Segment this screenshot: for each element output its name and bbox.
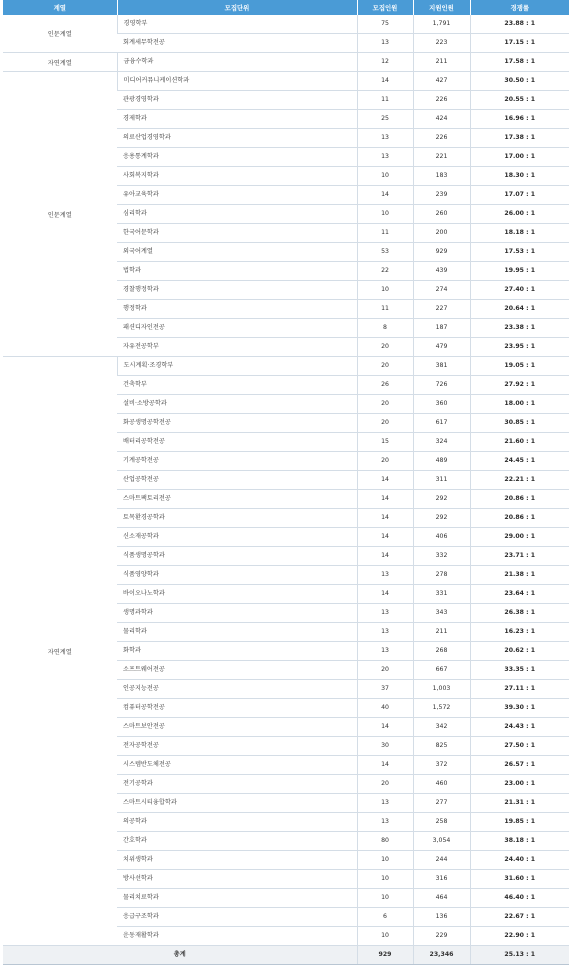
rate-cell: 17.53 : 1 bbox=[470, 243, 569, 262]
quota-cell: 10 bbox=[357, 281, 413, 300]
applicants-cell: 1,791 bbox=[413, 15, 470, 34]
rate-cell: 23.38 : 1 bbox=[470, 319, 569, 338]
applicants-cell: 667 bbox=[413, 661, 470, 680]
unit-cell: 전기공학과 bbox=[117, 775, 357, 794]
quota-cell: 13 bbox=[357, 794, 413, 813]
applicants-cell: 211 bbox=[413, 623, 470, 642]
quota-cell: 13 bbox=[357, 34, 413, 53]
unit-cell: 방사선학과 bbox=[117, 870, 357, 889]
unit-cell: 신소재공학과 bbox=[117, 528, 357, 547]
applicants-cell: 268 bbox=[413, 642, 470, 661]
unit-cell: 치위생학과 bbox=[117, 851, 357, 870]
unit-cell: 행정학과 bbox=[117, 300, 357, 319]
quota-cell: 37 bbox=[357, 680, 413, 699]
quota-cell: 40 bbox=[357, 699, 413, 718]
total-applicants: 23,346 bbox=[413, 946, 470, 965]
quota-cell: 14 bbox=[357, 186, 413, 205]
header-rate: 경쟁률 bbox=[470, 0, 569, 15]
unit-cell: 스마트팩토리전공 bbox=[117, 490, 357, 509]
applicants-cell: 229 bbox=[413, 927, 470, 946]
rate-cell: 38.18 : 1 bbox=[470, 832, 569, 851]
unit-cell: 간호학과 bbox=[117, 832, 357, 851]
applicants-cell: 244 bbox=[413, 851, 470, 870]
quota-cell: 15 bbox=[357, 433, 413, 452]
rate-cell: 27.92 : 1 bbox=[470, 376, 569, 395]
applicants-cell: 427 bbox=[413, 72, 470, 91]
unit-cell: 의료산업경영학과 bbox=[117, 129, 357, 148]
quota-cell: 14 bbox=[357, 528, 413, 547]
rate-cell: 31.60 : 1 bbox=[470, 870, 569, 889]
quota-cell: 11 bbox=[357, 300, 413, 319]
unit-cell: 설비·소방공학과 bbox=[117, 395, 357, 414]
rate-cell: 23.71 : 1 bbox=[470, 547, 569, 566]
quota-cell: 14 bbox=[357, 72, 413, 91]
rate-cell: 33.35 : 1 bbox=[470, 661, 569, 680]
rate-cell: 16.96 : 1 bbox=[470, 110, 569, 129]
header-quota: 모집인원 bbox=[357, 0, 413, 15]
applicants-cell: 1,572 bbox=[413, 699, 470, 718]
applicants-cell: 381 bbox=[413, 357, 470, 376]
rate-cell: 18.30 : 1 bbox=[470, 167, 569, 186]
total-quota: 929 bbox=[357, 946, 413, 965]
quota-cell: 20 bbox=[357, 357, 413, 376]
rate-cell: 26.57 : 1 bbox=[470, 756, 569, 775]
unit-cell: 회계세무학전공 bbox=[117, 34, 357, 53]
rate-cell: 22.90 : 1 bbox=[470, 927, 569, 946]
applicants-cell: 274 bbox=[413, 281, 470, 300]
quota-cell: 10 bbox=[357, 167, 413, 186]
unit-cell: 인공지능전공 bbox=[117, 680, 357, 699]
unit-cell: 경제학과 bbox=[117, 110, 357, 129]
quota-cell: 14 bbox=[357, 718, 413, 737]
header-applicants: 지원인원 bbox=[413, 0, 470, 15]
applicants-cell: 617 bbox=[413, 414, 470, 433]
quota-cell: 14 bbox=[357, 509, 413, 528]
quota-cell: 13 bbox=[357, 129, 413, 148]
unit-cell: 자유전공학부 bbox=[117, 338, 357, 357]
rate-cell: 27.40 : 1 bbox=[470, 281, 569, 300]
track-cell: 인문계열 bbox=[3, 72, 117, 357]
unit-cell: 관광경영학과 bbox=[117, 91, 357, 110]
table-body bbox=[3, 15, 569, 965]
rate-cell: 19.95 : 1 bbox=[470, 262, 569, 281]
unit-cell: 패션디자인전공 bbox=[117, 319, 357, 338]
applicants-cell: 489 bbox=[413, 452, 470, 471]
unit-cell: 금융수학과 bbox=[117, 53, 357, 72]
unit-cell: 법학과 bbox=[117, 262, 357, 281]
unit-cell: 경영학부 bbox=[117, 15, 357, 34]
quota-cell: 10 bbox=[357, 851, 413, 870]
rate-cell: 20.86 : 1 bbox=[470, 509, 569, 528]
competition-rate-table bbox=[3, 0, 569, 965]
rate-cell: 22.21 : 1 bbox=[470, 471, 569, 490]
rate-cell: 23.64 : 1 bbox=[470, 585, 569, 604]
table-row bbox=[3, 15, 569, 34]
quota-cell: 30 bbox=[357, 737, 413, 756]
applicants-cell: 226 bbox=[413, 91, 470, 110]
quota-cell: 10 bbox=[357, 205, 413, 224]
rate-cell: 23.95 : 1 bbox=[470, 338, 569, 357]
applicants-cell: 200 bbox=[413, 224, 470, 243]
applicants-cell: 221 bbox=[413, 148, 470, 167]
rate-cell: 39.30 : 1 bbox=[470, 699, 569, 718]
applicants-cell: 324 bbox=[413, 433, 470, 452]
applicants-cell: 929 bbox=[413, 243, 470, 262]
track-cell: 자연계열 bbox=[3, 357, 117, 946]
rate-cell: 26.00 : 1 bbox=[470, 205, 569, 224]
quota-cell: 20 bbox=[357, 661, 413, 680]
table-row bbox=[3, 72, 569, 91]
quota-cell: 14 bbox=[357, 585, 413, 604]
track-cell: 인문계열 bbox=[3, 15, 117, 53]
rate-cell: 20.55 : 1 bbox=[470, 91, 569, 110]
unit-cell: 외국어계열 bbox=[117, 243, 357, 262]
rate-cell: 30.85 : 1 bbox=[470, 414, 569, 433]
table-row bbox=[3, 357, 569, 376]
quota-cell: 14 bbox=[357, 490, 413, 509]
unit-cell: 화학과 bbox=[117, 642, 357, 661]
rate-cell: 17.07 : 1 bbox=[470, 186, 569, 205]
quota-cell: 25 bbox=[357, 110, 413, 129]
applicants-cell: 292 bbox=[413, 509, 470, 528]
unit-cell: 생명과학과 bbox=[117, 604, 357, 623]
applicants-cell: 239 bbox=[413, 186, 470, 205]
applicants-cell: 311 bbox=[413, 471, 470, 490]
unit-cell: 시스템반도체전공 bbox=[117, 756, 357, 775]
rate-cell: 20.64 : 1 bbox=[470, 300, 569, 319]
quota-cell: 14 bbox=[357, 756, 413, 775]
quota-cell: 80 bbox=[357, 832, 413, 851]
table-row bbox=[3, 53, 569, 72]
track-cell: 자연계열 bbox=[3, 53, 117, 72]
applicants-cell: 424 bbox=[413, 110, 470, 129]
unit-cell: 전자공학전공 bbox=[117, 737, 357, 756]
rate-cell: 46.40 : 1 bbox=[470, 889, 569, 908]
quota-cell: 13 bbox=[357, 148, 413, 167]
unit-cell: 도시계획·조경학부 bbox=[117, 357, 357, 376]
unit-cell: 한국어문학과 bbox=[117, 224, 357, 243]
applicants-cell: 332 bbox=[413, 547, 470, 566]
applicants-cell: 406 bbox=[413, 528, 470, 547]
quota-cell: 20 bbox=[357, 395, 413, 414]
applicants-cell: 343 bbox=[413, 604, 470, 623]
rate-cell: 21.60 : 1 bbox=[470, 433, 569, 452]
rate-cell: 24.43 : 1 bbox=[470, 718, 569, 737]
unit-cell: 경찰행정학과 bbox=[117, 281, 357, 300]
unit-cell: 응용통계학과 bbox=[117, 148, 357, 167]
unit-cell: 심리학과 bbox=[117, 205, 357, 224]
quota-cell: 13 bbox=[357, 604, 413, 623]
unit-cell: 화공생명공학전공 bbox=[117, 414, 357, 433]
rate-cell: 17.15 : 1 bbox=[470, 34, 569, 53]
rate-cell: 17.38 : 1 bbox=[470, 129, 569, 148]
rate-cell: 24.45 : 1 bbox=[470, 452, 569, 471]
unit-cell: 운동재활학과 bbox=[117, 927, 357, 946]
unit-cell: 스마트보안전공 bbox=[117, 718, 357, 737]
rate-cell: 18.00 : 1 bbox=[470, 395, 569, 414]
rate-cell: 17.58 : 1 bbox=[470, 53, 569, 72]
unit-cell: 토목환경공학과 bbox=[117, 509, 357, 528]
applicants-cell: 342 bbox=[413, 718, 470, 737]
applicants-cell: 1,003 bbox=[413, 680, 470, 699]
quota-cell: 13 bbox=[357, 566, 413, 585]
quota-cell: 13 bbox=[357, 642, 413, 661]
rate-cell: 27.50 : 1 bbox=[470, 737, 569, 756]
rate-cell: 23.88 : 1 bbox=[470, 15, 569, 34]
applicants-cell: 226 bbox=[413, 129, 470, 148]
unit-cell: 소프트웨어전공 bbox=[117, 661, 357, 680]
unit-cell: 의공학과 bbox=[117, 813, 357, 832]
quota-cell: 12 bbox=[357, 53, 413, 72]
quota-cell: 14 bbox=[357, 547, 413, 566]
header-unit: 모집단위 bbox=[117, 0, 357, 15]
applicants-cell: 825 bbox=[413, 737, 470, 756]
applicants-cell: 479 bbox=[413, 338, 470, 357]
applicants-cell: 277 bbox=[413, 794, 470, 813]
quota-cell: 10 bbox=[357, 927, 413, 946]
rate-cell: 19.05 : 1 bbox=[470, 357, 569, 376]
table-header-row bbox=[3, 0, 569, 15]
applicants-cell: 726 bbox=[413, 376, 470, 395]
total-row bbox=[3, 946, 569, 965]
applicants-cell: 460 bbox=[413, 775, 470, 794]
applicants-cell: 211 bbox=[413, 53, 470, 72]
unit-cell: 물리치료학과 bbox=[117, 889, 357, 908]
quota-cell: 11 bbox=[357, 224, 413, 243]
quota-cell: 75 bbox=[357, 15, 413, 34]
rate-cell: 26.38 : 1 bbox=[470, 604, 569, 623]
unit-cell: 사회복지학과 bbox=[117, 167, 357, 186]
quota-cell: 11 bbox=[357, 91, 413, 110]
unit-cell: 식품생명공학과 bbox=[117, 547, 357, 566]
rate-cell: 24.40 : 1 bbox=[470, 851, 569, 870]
rate-cell: 29.00 : 1 bbox=[470, 528, 569, 547]
quota-cell: 53 bbox=[357, 243, 413, 262]
applicants-cell: 227 bbox=[413, 300, 470, 319]
applicants-cell: 316 bbox=[413, 870, 470, 889]
quota-cell: 20 bbox=[357, 452, 413, 471]
quota-cell: 20 bbox=[357, 414, 413, 433]
rate-cell: 20.62 : 1 bbox=[470, 642, 569, 661]
unit-cell: 건축학부 bbox=[117, 376, 357, 395]
unit-cell: 바이오나노학과 bbox=[117, 585, 357, 604]
applicants-cell: 260 bbox=[413, 205, 470, 224]
rate-cell: 16.23 : 1 bbox=[470, 623, 569, 642]
quota-cell: 20 bbox=[357, 338, 413, 357]
applicants-cell: 464 bbox=[413, 889, 470, 908]
header-track: 계열 bbox=[3, 0, 117, 15]
quota-cell: 20 bbox=[357, 775, 413, 794]
applicants-cell: 3,054 bbox=[413, 832, 470, 851]
unit-cell: 미디어커뮤니케이션학과 bbox=[117, 72, 357, 91]
unit-cell: 스마트시티융합학과 bbox=[117, 794, 357, 813]
unit-cell: 물리학과 bbox=[117, 623, 357, 642]
applicants-cell: 439 bbox=[413, 262, 470, 281]
applicants-cell: 331 bbox=[413, 585, 470, 604]
rate-cell: 17.00 : 1 bbox=[470, 148, 569, 167]
applicants-cell: 183 bbox=[413, 167, 470, 186]
rate-cell: 19.85 : 1 bbox=[470, 813, 569, 832]
quota-cell: 13 bbox=[357, 813, 413, 832]
applicants-cell: 187 bbox=[413, 319, 470, 338]
unit-cell: 응급구조학과 bbox=[117, 908, 357, 927]
applicants-cell: 258 bbox=[413, 813, 470, 832]
quota-cell: 22 bbox=[357, 262, 413, 281]
total-label: 총계 bbox=[3, 946, 357, 965]
quota-cell: 14 bbox=[357, 471, 413, 490]
unit-cell: 식품영양학과 bbox=[117, 566, 357, 585]
applicants-cell: 278 bbox=[413, 566, 470, 585]
rate-cell: 22.67 : 1 bbox=[470, 908, 569, 927]
unit-cell: 배터리공학전공 bbox=[117, 433, 357, 452]
rate-cell: 21.38 : 1 bbox=[470, 566, 569, 585]
quota-cell: 10 bbox=[357, 889, 413, 908]
rate-cell: 30.50 : 1 bbox=[470, 72, 569, 91]
quota-cell: 6 bbox=[357, 908, 413, 927]
quota-cell: 26 bbox=[357, 376, 413, 395]
applicants-cell: 136 bbox=[413, 908, 470, 927]
unit-cell: 기계공학전공 bbox=[117, 452, 357, 471]
rate-cell: 18.18 : 1 bbox=[470, 224, 569, 243]
quota-cell: 10 bbox=[357, 870, 413, 889]
rate-cell: 23.00 : 1 bbox=[470, 775, 569, 794]
unit-cell: 산업공학전공 bbox=[117, 471, 357, 490]
applicants-cell: 223 bbox=[413, 34, 470, 53]
applicants-cell: 372 bbox=[413, 756, 470, 775]
unit-cell: 유아교육학과 bbox=[117, 186, 357, 205]
applicants-cell: 292 bbox=[413, 490, 470, 509]
rate-cell: 21.31 : 1 bbox=[470, 794, 569, 813]
rate-cell: 20.86 : 1 bbox=[470, 490, 569, 509]
rate-cell: 27.11 : 1 bbox=[470, 680, 569, 699]
unit-cell: 컴퓨터공학전공 bbox=[117, 699, 357, 718]
applicants-cell: 360 bbox=[413, 395, 470, 414]
quota-cell: 8 bbox=[357, 319, 413, 338]
total-rate: 25.13 : 1 bbox=[470, 946, 569, 965]
quota-cell: 13 bbox=[357, 623, 413, 642]
